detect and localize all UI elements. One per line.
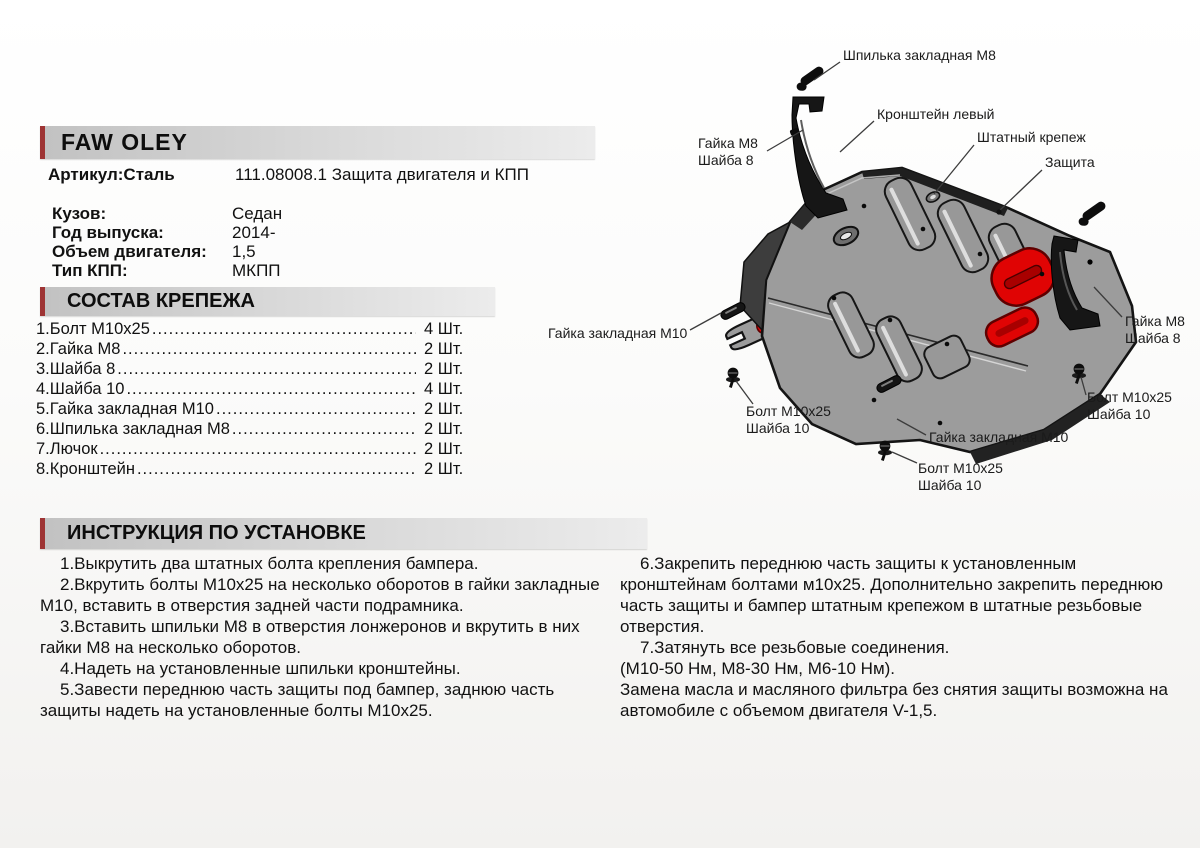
article-label: Артикул:Сталь — [48, 165, 175, 184]
diagram-label-nut-m8-right: Гайка М8 — [1125, 313, 1185, 329]
part-qty: 2 Шт. — [424, 460, 464, 478]
diagram-label-washer10-center: Шайба 10 — [918, 477, 982, 493]
part-name: 6.Шпилька закладная М8 — [36, 420, 230, 438]
stud-m8-right — [1074, 200, 1110, 231]
diagram-label-factory-mount: Штатный крепеж — [977, 129, 1086, 145]
part-name: 3.Шайба 8 — [36, 360, 116, 378]
diagram-label-bolt-left: Болт М10х25 — [746, 403, 831, 419]
stud-m8-top — [792, 65, 828, 96]
instructions-header-bar — [40, 518, 647, 549]
dot-leader — [216, 400, 416, 419]
diagram-label-bracket-left: Кронштейн левый — [877, 106, 995, 122]
instruction-step: 5.Завести переднюю часть защиты под бампер, заднюю часть защиты надеть на установленные болты М10х25. — [40, 680, 555, 720]
embed-nut-rod-left — [719, 301, 746, 321]
part-qty: 4 Шт. — [424, 320, 464, 338]
spec-engine — [52, 242, 472, 262]
instructions-left-column — [40, 553, 600, 721]
dot-leader — [152, 320, 416, 339]
part-name: 8.Кронштейн — [36, 460, 135, 478]
instruction-step: 7.Затянуть все резьбовые соединения. — [640, 638, 950, 657]
instruction-note: (М10-50 Нм, М8-30 Нм, М6-10 Нм). — [620, 659, 896, 678]
part-name: 4.Шайба 10 — [36, 380, 125, 398]
hardware-list — [36, 320, 482, 480]
brand-header-bar — [40, 126, 595, 159]
dot-leader — [126, 380, 416, 399]
shield-leader-dot — [996, 209, 1001, 214]
spec-label: Тип КПП: — [52, 261, 128, 280]
spec-year — [52, 223, 472, 243]
diagram-label-embed-nut-center: Гайка закладная М10 — [929, 429, 1069, 445]
hardware-row — [36, 360, 482, 380]
part-qty: 4 Шт. — [424, 380, 464, 398]
part-qty: 2 Шт. — [424, 440, 464, 458]
spec-gearbox — [52, 261, 472, 281]
diagram-label-washer8-left: Шайба 8 — [698, 152, 754, 168]
exploded-diagram — [540, 10, 1200, 515]
instruction-step: 4.Надеть на установленные шпильки кронштейны. — [60, 659, 461, 678]
bolt-m10-left — [726, 368, 740, 388]
part-name: 1.Болт М10х25 — [36, 320, 150, 338]
part-qty: 2 Шт. — [424, 420, 464, 438]
spec-value: 1,5 — [232, 242, 256, 261]
diagram-label-bolt-right: Болт М10х25 — [1087, 389, 1172, 405]
diagram-label-bolt-center: Болт М10х25 — [918, 460, 1003, 476]
hardware-row — [36, 420, 482, 440]
hardware-row — [36, 380, 482, 400]
instruction-step: 1.Выкрутить два штатных болта крепления бампера. — [60, 554, 479, 573]
spec-value: МКПП — [232, 261, 281, 280]
spec-value: 2014- — [232, 223, 276, 242]
hardware-row — [36, 460, 482, 480]
hardware-row — [36, 400, 482, 420]
diagram-label-washer10-left: Шайба 10 — [746, 420, 810, 436]
instruction-step: 6.Закрепить переднюю часть защиты к установленным кронштейнам болтами м10х25. Дополнительно закрепить переднюю часть защиты и бампер штатным крепежом в штатные резьбовые отверстия. — [620, 554, 1164, 636]
spec-label: Год выпуска: — [52, 223, 164, 242]
instruction-note: Замена масла и масляного фильтра без снятия защиты возможна на автомобиле с объемом двигателя V-1,5. — [620, 680, 1168, 720]
part-name: 2.Гайка М8 — [36, 340, 121, 358]
dot-leader — [122, 340, 416, 359]
instructions-title: ИНСТРУКЦИЯ ПО УСТАНОВКЕ — [67, 522, 366, 544]
instructions-right-column — [620, 553, 1168, 721]
dot-leader — [100, 440, 416, 459]
diagram-label-shield: Защита — [1045, 154, 1095, 170]
bracket-bolt — [1087, 259, 1092, 264]
part-name: 5.Гайка закладная М10 — [36, 400, 214, 418]
spec-label: Кузов: — [52, 204, 107, 223]
part-qty: 2 Шт. — [424, 400, 464, 418]
spec-body — [52, 204, 472, 224]
diagram-label-washer8-right: Шайба 8 — [1125, 330, 1181, 346]
article-value: 111.08008.1 Защита двигателя и КПП — [235, 165, 529, 184]
diagram-label-nut-m8-left: Гайка М8 — [698, 135, 758, 151]
spec-label: Объем двигателя: — [52, 242, 207, 261]
spec-value: Седан — [232, 204, 283, 223]
hardware-row — [36, 320, 482, 340]
diagram-label-stud-top: Шпилька закладная М8 — [843, 47, 996, 63]
brand-title: FAW OLEY — [61, 129, 188, 155]
left-bracket — [789, 97, 847, 218]
part-qty: 2 Шт. — [424, 340, 464, 358]
dot-leader — [137, 460, 416, 479]
dot-leader — [232, 420, 416, 439]
part-qty: 2 Шт. — [424, 360, 464, 378]
hardware-row — [36, 340, 482, 360]
diagram-label-washer10-right: Шайба 10 — [1087, 406, 1151, 422]
dot-leader — [117, 360, 416, 379]
instruction-step: 3.Вставить шпильки М8 в отверстия лонжеронов и вкрутить в них гайки М8 на несколько оборотов. — [40, 617, 580, 657]
article-row — [48, 165, 608, 185]
diagram-label-embed-nut-left: Гайка закладная М10 — [548, 325, 688, 341]
instruction-step: 2.Вкрутить болты М10х25 на несколько оборотов в гайки закладные М10, вставить в отверстия задней части подрамника. — [40, 575, 600, 615]
hardware-row — [36, 440, 482, 460]
hardware-title: СОСТАВ КРЕПЕЖА — [67, 290, 255, 312]
hardware-header-bar — [40, 287, 495, 316]
part-name: 7.Лючок — [36, 440, 98, 458]
